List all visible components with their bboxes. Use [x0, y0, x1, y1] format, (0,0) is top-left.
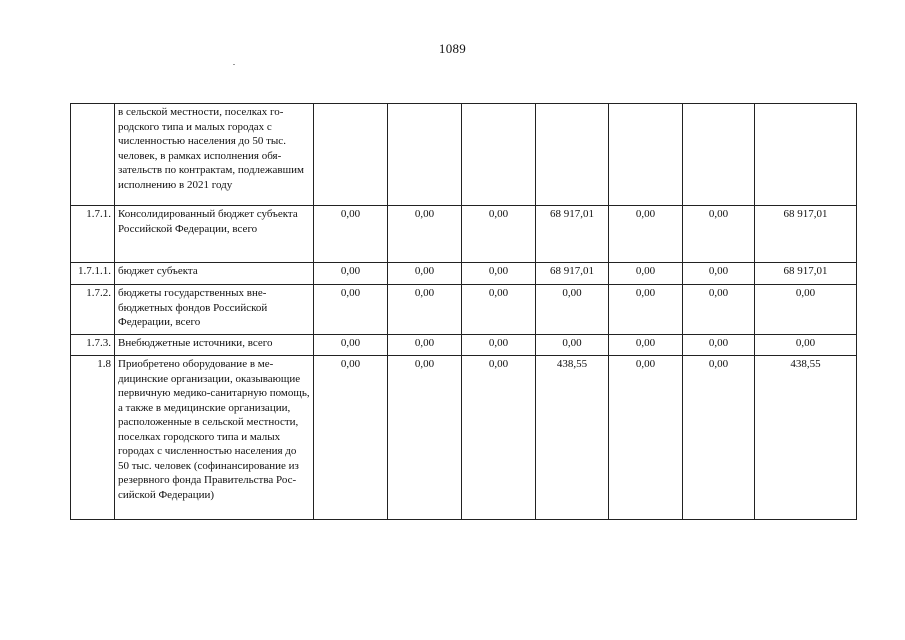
- value-cell: [388, 335, 462, 356]
- value-cell: [755, 285, 857, 335]
- value-text: 438,55: [790, 358, 821, 370]
- value-cell: [755, 335, 857, 356]
- value-text: 0,00: [708, 287, 729, 299]
- value-cell: [462, 104, 536, 206]
- value-text: 0,00: [340, 358, 361, 370]
- value-text: 0,00: [708, 208, 729, 220]
- row-code: 1.7.1.: [71, 206, 115, 263]
- row-code: 1.8: [71, 356, 115, 520]
- value-text: 0,00: [488, 358, 509, 370]
- value-cell: [536, 206, 609, 263]
- value-cell: [683, 263, 755, 285]
- value-text: 0,00: [414, 208, 435, 220]
- budget-table: [70, 103, 857, 520]
- value-text: 0,00: [562, 287, 582, 299]
- value-text: 438,55: [556, 358, 588, 370]
- value-cell: [388, 285, 462, 335]
- value-cell: [314, 356, 388, 520]
- value-text: 68 917,01: [550, 265, 594, 277]
- value-text: 0,00: [635, 337, 656, 349]
- table-row: [71, 206, 857, 263]
- value-text: 0,00: [795, 337, 816, 349]
- row-code: 1.7.2.: [71, 285, 115, 335]
- table-row: [71, 356, 857, 520]
- value-cell: [462, 356, 536, 520]
- value-text: 0,00: [488, 208, 509, 220]
- value-cell: [755, 263, 857, 285]
- value-cell: [536, 104, 609, 206]
- value-cell: [314, 104, 388, 206]
- value-text: 0,00: [414, 265, 435, 277]
- table-row: [71, 263, 857, 285]
- value-text: 0,00: [635, 208, 656, 220]
- value-cell: [683, 335, 755, 356]
- value-cell: [683, 206, 755, 263]
- row-description: Консолидированный бюджет субъекта Российской Федерации, всего: [115, 206, 314, 263]
- value-text: 0,00: [340, 208, 361, 220]
- value-cell: [609, 335, 683, 356]
- row-code: [71, 104, 115, 206]
- value-cell: [314, 263, 388, 285]
- value-cell: [755, 206, 857, 263]
- row-description: бюджет субъекта: [115, 263, 314, 285]
- scan-speck: [233, 64, 235, 65]
- value-cell: [462, 206, 536, 263]
- value-cell: [609, 104, 683, 206]
- value-text: 0,00: [414, 287, 435, 299]
- row-description: бюджеты государственных внебюджетных фондов Российской Федерации, всего: [115, 285, 314, 335]
- value-text: 0,00: [635, 265, 656, 277]
- value-cell: [536, 285, 609, 335]
- value-text: 0,00: [708, 265, 729, 277]
- value-text: 0,00: [414, 337, 435, 349]
- value-cell: [462, 335, 536, 356]
- value-cell: [609, 263, 683, 285]
- page-number: 1089: [438, 41, 467, 56]
- value-text: 0,00: [340, 287, 361, 299]
- value-cell: [314, 206, 388, 263]
- value-cell: [609, 206, 683, 263]
- value-cell: [536, 335, 609, 356]
- value-text: 68 917,01: [550, 208, 594, 220]
- value-text: 0,00: [488, 337, 509, 349]
- value-cell: [683, 356, 755, 520]
- value-text: 68 917,01: [783, 265, 828, 277]
- value-cell: [683, 285, 755, 335]
- value-text: 0,00: [635, 358, 656, 370]
- value-text: 0,00: [795, 287, 816, 299]
- row-code: 1.7.3.: [71, 335, 115, 356]
- budget-table-body: [71, 104, 857, 520]
- value-cell: [609, 285, 683, 335]
- value-cell: [314, 335, 388, 356]
- value-cell: [462, 285, 536, 335]
- value-text: 0,00: [340, 265, 361, 277]
- value-text: 0,00: [708, 337, 729, 349]
- value-cell: [388, 104, 462, 206]
- row-code: 1.7.1.1.: [71, 263, 115, 285]
- row-description: Внебюджетные источники, всего: [115, 335, 314, 356]
- value-text: 0,00: [635, 287, 656, 299]
- value-cell: [755, 104, 857, 206]
- row-description: в сельской местности, поселках городского типа и малых городах с численностью населения до 50 тыс. человек, в рамках исполнения обязательств по контрактам, подлежавшим исполнению в 2021 году: [115, 104, 314, 206]
- value-text: 0,00: [708, 358, 729, 370]
- value-cell: [683, 104, 755, 206]
- table-row: [71, 335, 857, 356]
- value-text: 0,00: [562, 337, 582, 349]
- value-cell: [462, 263, 536, 285]
- value-text: 0,00: [340, 337, 361, 349]
- value-cell: [388, 263, 462, 285]
- table-row: [71, 285, 857, 335]
- value-text: 68 917,01: [783, 208, 828, 220]
- value-cell: [536, 263, 609, 285]
- value-cell: [388, 206, 462, 263]
- value-cell: [609, 356, 683, 520]
- row-description: Приобретено оборудование в медицинские организации, оказывающие первичную медико-санитарную помощь, а также в медицинские организации, расположенные в сельской местности, поселках городского типа и малых городах с численностью населения до 50 тыс. человек (софинансирование из резервного фонда Правительства Российской Федерации): [115, 356, 314, 520]
- value-cell: [536, 356, 609, 520]
- value-cell: [314, 285, 388, 335]
- value-cell: [388, 356, 462, 520]
- value-cell: [755, 356, 857, 520]
- value-text: 0,00: [488, 287, 509, 299]
- value-text: 0,00: [414, 358, 435, 370]
- table-row: [71, 104, 857, 206]
- value-text: 0,00: [488, 265, 509, 277]
